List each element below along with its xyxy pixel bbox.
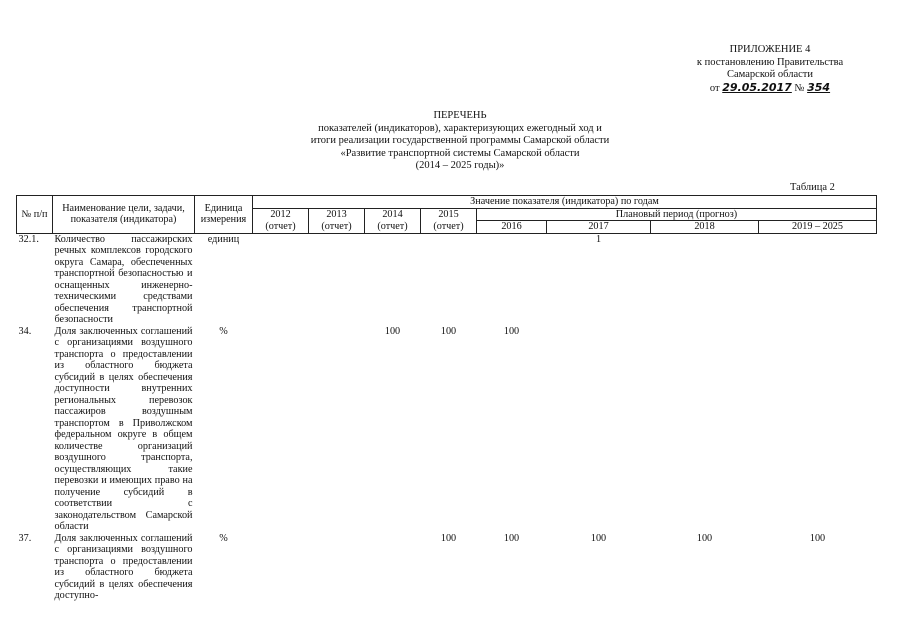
header-year-2014: 2014 (отчет) bbox=[365, 208, 421, 233]
row-unit: % bbox=[219, 532, 228, 544]
header-num: № п/п bbox=[17, 196, 53, 234]
row-value bbox=[547, 326, 651, 533]
table-row bbox=[17, 326, 877, 533]
row-value: 100 bbox=[503, 325, 520, 337]
row-value bbox=[651, 233, 759, 326]
header-plan-group: Плановый период (прогноз) bbox=[477, 208, 877, 221]
row-value bbox=[477, 233, 547, 326]
row-value: 100 bbox=[503, 532, 520, 544]
header-year-2013: 2013 (отчет) bbox=[309, 208, 365, 233]
header-name: Наименование цели, задачи, показателя (индикатора) bbox=[53, 196, 195, 234]
heading-line-3: «Развитие транспортной системы Самарской области bbox=[340, 147, 580, 159]
row-value bbox=[651, 326, 759, 533]
row-value bbox=[309, 233, 365, 326]
table-caption: Таблица 2 bbox=[790, 182, 835, 193]
row-unit: единиц bbox=[207, 233, 240, 245]
row-name: Количество пассажирских речных комплексов городского округа Самара, обеспеченных транспортной безопасностью и оснащенных инженерно-техническими средствами обеспечения транспортной безопасности bbox=[54, 233, 193, 325]
header-year-2016: 2016 bbox=[477, 221, 547, 234]
row-name: Доля заключенных соглашений с организациями воздушного транспорта о предоставлении из областного бюджета субсидий в целях обеспечения доступно- bbox=[54, 532, 193, 601]
header-year-2018: 2018 bbox=[651, 221, 759, 234]
header-unit: Единица измерения bbox=[195, 196, 253, 234]
row-value bbox=[309, 326, 365, 533]
row-value: 100 bbox=[590, 532, 607, 544]
date-prefix: от bbox=[709, 82, 720, 94]
appendix-block bbox=[640, 44, 900, 95]
appendix-title: ПРИЛОЖЕНИЕ 4 bbox=[729, 44, 811, 55]
header-year-2015: 2015 (отчет) bbox=[421, 208, 477, 233]
row-value bbox=[421, 233, 477, 326]
date-value: 29.05.2017 bbox=[722, 80, 792, 94]
row-value: 100 bbox=[440, 532, 457, 544]
row-num: 34. bbox=[18, 325, 32, 337]
appendix-line-1: к постановлению Правительства bbox=[696, 56, 844, 68]
header-year-2017: 2017 bbox=[547, 221, 651, 234]
row-value bbox=[365, 233, 421, 326]
header-values-group: Значение показателя (индикатора) по годам bbox=[253, 196, 877, 209]
row-value bbox=[759, 326, 877, 533]
row-num: 32.1. bbox=[18, 233, 39, 245]
appendix-line-2: Самарской области bbox=[727, 69, 813, 80]
table-row bbox=[17, 533, 877, 602]
appendix-date-line bbox=[640, 82, 900, 96]
row-value: 100 bbox=[809, 532, 826, 544]
row-value bbox=[253, 233, 309, 326]
row-value: 100 bbox=[440, 325, 457, 337]
row-num: 37. bbox=[18, 532, 32, 544]
row-value bbox=[365, 533, 421, 602]
row-value: 100 bbox=[384, 325, 401, 337]
heading-line-4: (2014 – 2025 годы)» bbox=[415, 160, 505, 171]
number-value: 354 bbox=[807, 80, 831, 94]
row-value bbox=[253, 326, 309, 533]
indicator-table bbox=[16, 195, 877, 602]
row-name: Доля заключенных соглашений с организациями воздушного транспорта о предоставлении из областного бюджета субсидий в целях обеспечения доступности внутренних региональных перевозок пассажиров воздушным транспортом в Приволжском федеральном округе в общем количестве организаций воздушного транспорта, осуществляющих такие перевозки и имеющих право на получение субсидий в соответствии с законодательством Самарской области bbox=[54, 325, 193, 532]
row-value bbox=[309, 533, 365, 602]
row-value: 100 bbox=[696, 532, 713, 544]
header-year-2012: 2012 (отчет) bbox=[253, 208, 309, 233]
number-prefix: № bbox=[794, 82, 805, 94]
header-year-2019-2025: 2019 – 2025 bbox=[759, 221, 877, 234]
document-heading bbox=[240, 110, 680, 173]
heading-title: ПЕРЕЧЕНЬ bbox=[433, 110, 487, 121]
heading-line-2: итоги реализации государственной программы Самарской области bbox=[310, 135, 610, 146]
table-row bbox=[17, 233, 877, 326]
heading-line-1: показателей (индикаторов), характеризующих ежегодный ход и bbox=[318, 122, 602, 134]
row-unit: % bbox=[219, 325, 228, 337]
row-value bbox=[759, 233, 877, 326]
row-value: 1 bbox=[595, 233, 602, 245]
row-value bbox=[253, 533, 309, 602]
